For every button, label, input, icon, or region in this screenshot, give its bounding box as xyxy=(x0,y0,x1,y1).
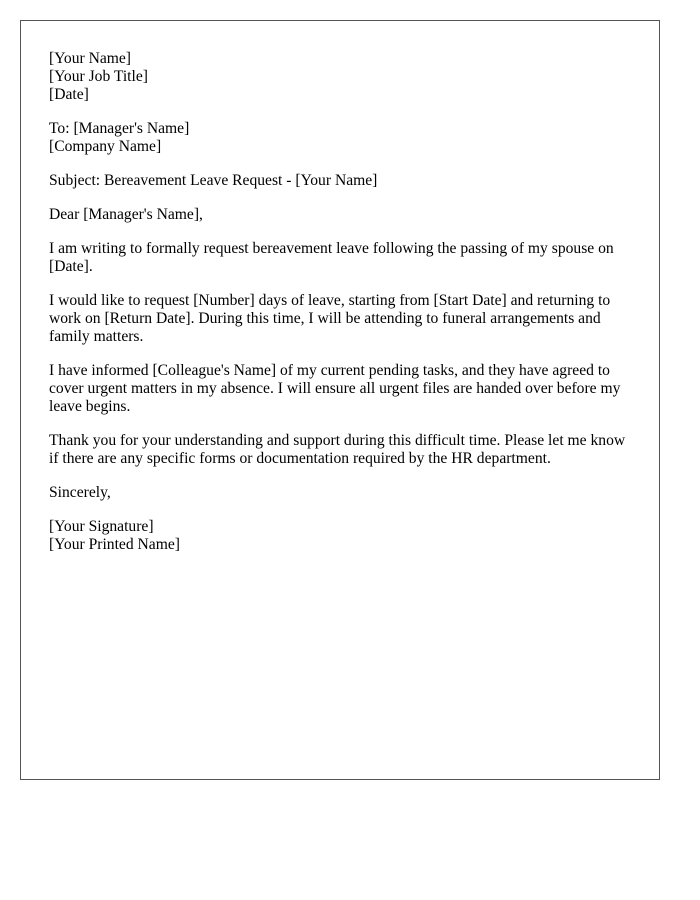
letter-body xyxy=(49,50,635,570)
body-paragraph-1: I am writing to formally request bereavement leave following the passing of my spouse on [Date]. xyxy=(49,240,614,275)
signature-block xyxy=(49,518,635,554)
salutation: Dear [Manager's Name], xyxy=(49,206,203,223)
closing: Sincerely, xyxy=(49,484,111,501)
body-paragraph-2: I would like to request [Number] days of leave, starting from [Start Date] and returning to work on [Return Date]. During this time, I will be attending to funeral arrangements and family matters. xyxy=(49,292,611,345)
recipient-block xyxy=(49,120,635,156)
printed-name: [Your Printed Name] xyxy=(49,536,180,553)
signature-placeholder: [Your Signature] xyxy=(49,518,154,535)
subject-line: Subject: Bereavement Leave Request - [Your Name] xyxy=(49,172,378,189)
body-paragraph-4: Thank you for your understanding and support during this difficult time. Please let me know if there are any specific forms or documentation required by the HR department. xyxy=(49,432,626,467)
sender-block xyxy=(49,50,635,104)
letter-date: [Date] xyxy=(49,86,89,103)
letter-page xyxy=(20,20,660,780)
recipient-name: To: [Manager's Name] xyxy=(49,120,190,137)
recipient-company: [Company Name] xyxy=(49,138,162,155)
body-paragraph-3: I have informed [Colleague's Name] of my current pending tasks, and they have agreed to cover urgent matters in my absence. I will ensure all urgent files are handed over before my leave begins. xyxy=(49,362,621,415)
sender-name: [Your Name] xyxy=(49,50,132,67)
sender-job-title: [Your Job Title] xyxy=(49,68,148,85)
